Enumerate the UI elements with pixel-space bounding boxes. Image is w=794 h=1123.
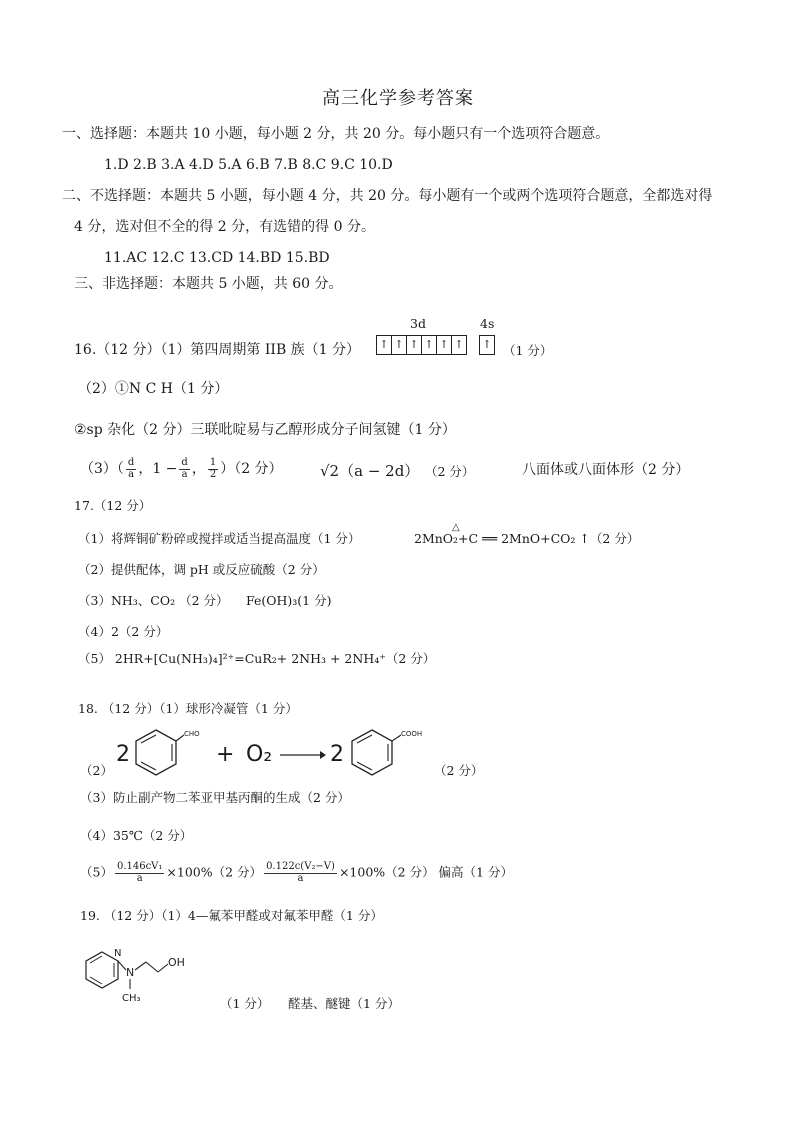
q18-l5-prefix: （5） (80, 864, 113, 880)
q17-line2: （2）提供配体，调 pH 或反应硫酸（2 分） (78, 562, 325, 577)
ring-double-bond (141, 762, 156, 770)
q18-line2-score: （2 分） (434, 763, 484, 778)
q16-sqrt-expression: √2（a − 2d） (320, 462, 420, 480)
ring-double-bond (141, 735, 156, 743)
methyl-label: CH₃ (122, 993, 141, 1004)
carboxyl-label: COOH (401, 730, 423, 738)
fraction-den: a (181, 468, 188, 480)
q19-functional-groups: 醛基、醚键（1 分） (288, 996, 400, 1011)
hydroxyl-label: OH (168, 956, 185, 969)
chain-bond (135, 962, 146, 970)
q18-line2-prefix: （2） (80, 763, 113, 778)
q18-line4: （4）35℃（2 分） (80, 828, 193, 843)
reaction-arrow (280, 749, 326, 761)
fraction-den: 2 (209, 468, 217, 480)
q18-line1: 18. （12 分）（1）球形冷凝管（1 分） (78, 701, 298, 716)
substituent-bond (176, 735, 184, 741)
fraction-den: a (297, 872, 304, 884)
section2-header-line1: 二、不选择题：本题共 5 小题，每小题 4 分，共 20 分。每小题有一个或两个选项符合题意，全都选对得 (62, 188, 713, 204)
q16-line1: 16.（12 分）（1）第四周期第 IIB 族（1 分） (74, 342, 361, 358)
orbital-3d-box (376, 335, 467, 355)
substituent-bond (392, 735, 401, 741)
benzene-ring (352, 730, 392, 775)
q16-line4 (80, 458, 283, 480)
q16-orbital-score: （1 分） (503, 343, 553, 358)
q19-line1: 19. （12 分）（1）4—氟苯甲醛或对氟苯甲醛（1 分） (80, 908, 383, 923)
chain-bond (158, 964, 168, 972)
q17-line3a: （3）NH₃、CO₂ （2 分） (78, 593, 229, 608)
q16-l4-close: ）（2 分） (220, 461, 283, 477)
section2-answers: 11.AC 12.C 13.CD 14.BD 15.BD (104, 250, 330, 266)
section1-answers: 1.D 2.B 3.A 4.D 5.A 6.B 7.B 8.C 9.C 10.D (104, 157, 393, 173)
plus-sign: + (216, 742, 235, 767)
fraction-num: d (127, 457, 135, 468)
pyridine-amino-ethanol-structure (82, 942, 192, 1010)
q16-sqrt-score: （2 分） (425, 464, 475, 479)
fraction-one-half (208, 458, 218, 480)
section2-header-line2: 4 分，选对但不全的得 2 分，有选错的得 0 分。 (74, 219, 375, 235)
fraction-d-over-a-2 (179, 458, 189, 480)
q17-line4: （4）2（2 分） (78, 624, 169, 639)
q18-line3: （3）防止副产物二苯亚甲基丙酮的生成（2 分） (80, 790, 350, 805)
fraction-purity-2 (264, 862, 337, 884)
q16-line3: ②sp 杂化（2 分）三联吡啶易与乙醇形成分子间氢键（1 分） (74, 422, 456, 438)
fraction-num: 0.122c(V₂−V) (266, 861, 335, 872)
benzaldehyde-structure (132, 724, 202, 784)
amine-bond (118, 961, 126, 970)
q16-l4-sep1: ，1 − (138, 461, 178, 477)
ring-double-bond (357, 735, 372, 743)
q18-coef1: 2 (116, 742, 130, 767)
benzoic-acid-structure (348, 724, 432, 784)
q18-l5-mid: ×100%（2 分） (166, 864, 263, 880)
orbital-3d-cell-1: ↑ (377, 336, 392, 354)
orbital-3d-label: 3d (410, 316, 426, 331)
q16-geometry: 八面体或八面体形（2 分） (522, 462, 690, 478)
fraction-d-over-a (126, 458, 136, 480)
orbital-4s-cell: ↑ (482, 338, 492, 351)
orbital-4s-box (479, 335, 495, 355)
section3-header: 三、非选择题：本题共 5 小题，共 60 分。 (74, 276, 343, 292)
q18-line5 (80, 862, 513, 884)
q18-l5-end: ×100%（2 分） 偏高（1 分） (338, 864, 513, 880)
orbital-3d-cell-3: ↑ (407, 336, 422, 354)
fraction-purity-1 (115, 862, 164, 884)
q19-structure-score: （1 分） (220, 996, 270, 1011)
aldehyde-label: CHO (184, 730, 200, 738)
section1-header: 一、选择题：本题共 10 小题，每小题 2 分，共 20 分。每小题只有一个选项符合题意。 (62, 126, 610, 142)
orbital-3d-cell-5: ↑ (437, 336, 452, 354)
orbital-4s-label: 4s (480, 316, 495, 331)
q18-coef2: 2 (330, 742, 344, 767)
fraction-den: a (136, 872, 143, 884)
orbital-3d-cell-6: ↑ (454, 338, 464, 351)
page-title: 高三化学参考答案 (322, 88, 474, 109)
q17-line5: （5） 2HR+[Cu(NH₃)₄]²⁺=CuR₂+ 2NH₃ + 2NH₄⁺（2 分） (78, 651, 436, 666)
orbital-3d-cell-2: ↑ (392, 336, 407, 354)
q16-l4-open: （3）（ (80, 461, 124, 477)
oxygen-molecule: O₂ (246, 742, 273, 767)
q17-reaction-condition: △ (452, 522, 460, 533)
q17-line1a: （1）将辉铜矿粉碎或搅拌或适当提高温度（1 分） (78, 531, 361, 546)
amine-nitrogen-label: N (126, 966, 135, 979)
fraction-num: d (181, 457, 188, 468)
fraction-num: 0.146cV₁ (116, 861, 163, 872)
ring-nitrogen-label: N (114, 948, 122, 959)
benzene-ring (136, 730, 176, 775)
orbital-3d-cell-4: ↑ (422, 336, 437, 354)
q16-l4-sep2: ， (191, 461, 206, 477)
chain-bond (146, 962, 158, 972)
q17-header: 17.（12 分） (74, 498, 152, 513)
q17-line1b: 2MnO₂+C ══ 2MnO+CO₂ ↑（2 分） (414, 531, 640, 546)
fraction-den: a (128, 468, 135, 480)
fraction-num: 1 (209, 457, 217, 468)
q17-line3b: Fe(OH)₃(1 分) (246, 593, 332, 608)
ring-double-bond (357, 762, 372, 770)
q16-line2: （2）①N C H（1 分） (78, 381, 229, 397)
